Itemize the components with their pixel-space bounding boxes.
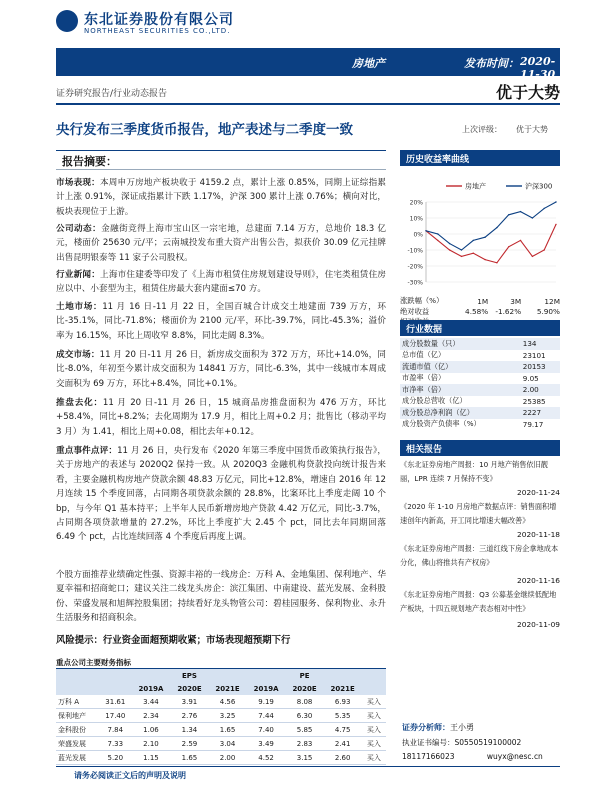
table-header-cell: 3M xyxy=(510,296,522,306)
table-cell: 2.00 xyxy=(522,385,539,395)
table-cell: 5.85 xyxy=(296,725,313,734)
related-report-link[interactable]: 《东北证券房地产周报：三道红线下房企拿地成本分化，佛山将推共有产权房》 xyxy=(400,544,559,567)
table-row xyxy=(56,737,386,751)
paragraph-lead: 重点事件点评： xyxy=(56,446,118,456)
paragraph-lead: 成交市场： xyxy=(56,350,100,360)
table-cell: 5.90% xyxy=(536,307,560,317)
table-cell: 9.19 xyxy=(258,697,274,706)
data-point xyxy=(520,240,521,241)
table-subheader-row xyxy=(56,682,386,695)
table-header-cell xyxy=(362,682,386,695)
table-header-cell: 12M xyxy=(544,296,560,306)
table-cell: 25385 xyxy=(522,396,546,406)
data-point xyxy=(461,256,462,257)
table-row xyxy=(56,695,386,709)
publish-date: 2020-11-30 xyxy=(520,55,556,81)
table-cell: 5.20 xyxy=(107,753,124,762)
industry-section-title: 行业数据 xyxy=(406,325,443,335)
data-point xyxy=(543,208,544,209)
valuation-table-caption: 重点公司主要财务指标 xyxy=(56,658,131,667)
paragraph-land xyxy=(56,300,386,343)
data-point xyxy=(532,256,533,257)
table-cell: 3.91 xyxy=(181,697,198,706)
table-cell: 5.35 xyxy=(334,711,351,720)
related-report-date: 2020-11-09 xyxy=(517,620,560,629)
table-cell: 4.75 xyxy=(334,725,351,734)
data-point xyxy=(520,211,521,212)
y-tick-label: 10% xyxy=(409,215,423,223)
table-header-cell xyxy=(324,669,362,683)
table-cell: 3.49 xyxy=(258,739,274,748)
data-point xyxy=(437,233,438,234)
table-row xyxy=(400,338,560,350)
header-banner xyxy=(56,48,560,81)
legend-label: 房地产 xyxy=(465,182,486,191)
paragraph-text: 上海市住建委等印发了《上海市租赁住房规划建设导则》，住宅类租赁住房应以中、小套型为主，租赁住房最大套内建面≤70 方。 xyxy=(56,270,386,295)
company-name-en: NORTHEAST SECURITIES CO.,LTD. xyxy=(84,27,231,35)
table-cell: 成分股总营收（亿） xyxy=(402,396,467,406)
data-point xyxy=(555,201,556,202)
company-logo-icon xyxy=(56,10,78,32)
data-point xyxy=(484,237,485,238)
header-divider xyxy=(56,103,560,105)
table-cell: 79.17 xyxy=(522,419,544,429)
related-section-header xyxy=(400,440,560,456)
report-title: 央行发布三季度货币报告，地产表述与二季度一致 xyxy=(56,122,353,138)
data-point xyxy=(437,240,438,241)
table-cell: 1.65 xyxy=(219,725,236,734)
table-header-cell: PE xyxy=(299,671,310,680)
related-report-date: 2020-11-18 xyxy=(517,530,560,539)
table-cell: 7.84 xyxy=(107,725,124,734)
table-header-cell: 2019A xyxy=(253,684,279,693)
paragraph-text: 11 月 20 日-11 月 26 日，15 城商品房推盘面积为 476 万方，环比+58.4%，同比+8.2%；去化周期为 17.9 月，相比上周+0.2 月；批售比（移动平均 3 月）为 1.41，相比上周+0.08，相比去年+0.12。 xyxy=(56,398,386,437)
table-header-cell: EPS xyxy=(181,671,197,680)
table-cell: 20153 xyxy=(522,362,546,372)
table-row xyxy=(56,751,386,765)
table-header-cell: 1M xyxy=(477,296,489,306)
data-point xyxy=(449,243,450,244)
analyst-info xyxy=(402,722,543,761)
table-cell: 31.61 xyxy=(105,697,126,706)
chart-section-header xyxy=(400,150,560,166)
analyst-email[interactable]: wuyx@nesc.cn xyxy=(486,752,543,761)
y-tick-label: -30% xyxy=(407,279,423,287)
table-header-cell xyxy=(99,682,131,695)
legend-label: 沪深300 xyxy=(525,182,553,191)
footer-disclaimer: 请务必阅读正文后的声明及说明 xyxy=(74,771,186,780)
table-cell: 7.44 xyxy=(258,711,274,720)
y-tick-label: -20% xyxy=(407,263,423,271)
table-cell: 9.05 xyxy=(522,373,539,383)
table-header-cell xyxy=(362,669,386,683)
data-point xyxy=(473,240,474,241)
paragraph-lead: 公司动态： xyxy=(56,224,102,234)
table-cell: 134 xyxy=(522,339,537,349)
paragraph-supply xyxy=(56,396,386,439)
table-header-cell: 2020E xyxy=(177,684,202,693)
related-report-date: 2020-11-24 xyxy=(517,488,560,497)
table-header-cell: 2021E xyxy=(215,684,240,693)
table-row xyxy=(56,723,386,737)
table-cell: 买入 xyxy=(366,725,381,734)
table-cell: 万科 A xyxy=(58,697,80,706)
paragraph-text: 金融街竞得上海市宝山区一宗宅地，总建面 7.14 万方，总地价 18.3 亿元，楼面价 25630 元/平；云南城投发布重大资产出售公告，拟获价 30.09 亿元挂牌出售昆明银泰等 11 家子公司股权。 xyxy=(56,224,386,263)
data-point xyxy=(496,227,497,228)
table-header-row xyxy=(400,296,560,307)
data-point xyxy=(461,249,462,250)
analyst-contact xyxy=(402,752,543,761)
table-row xyxy=(400,361,560,373)
table-cell: 23101 xyxy=(522,350,546,360)
table-cell: 买入 xyxy=(366,739,381,748)
data-point xyxy=(508,214,509,215)
table-cell: 7.40 xyxy=(258,725,274,734)
return-chart xyxy=(400,172,560,290)
table-cell: 2.34 xyxy=(143,711,159,720)
chart-section-title: 历史收益率曲线 xyxy=(406,155,470,165)
table-cell: 4.58% xyxy=(465,307,489,317)
table-cell: 保利地产 xyxy=(58,711,86,720)
table-cell: 绝对收益 xyxy=(400,306,430,316)
table-header-cell xyxy=(132,669,171,683)
table-cell: 3.04 xyxy=(219,739,236,748)
table-header-cell xyxy=(247,669,286,683)
table-row xyxy=(400,307,560,318)
table-cell: 2.83 xyxy=(296,739,313,748)
paragraph-market xyxy=(56,176,386,219)
table-cell: 蓝光发展 xyxy=(58,753,86,762)
paragraph-industry xyxy=(56,268,386,297)
valuation-table xyxy=(56,668,386,765)
table-header-cell xyxy=(56,669,99,683)
paragraph-stock-picks xyxy=(56,568,386,626)
table-cell: 17.40 xyxy=(105,711,126,720)
table-cell: 7.33 xyxy=(107,739,124,748)
data-point xyxy=(484,259,485,260)
table-row xyxy=(400,373,560,385)
table-cell: 2.59 xyxy=(181,739,198,748)
table-cell: 4.56 xyxy=(219,697,236,706)
y-tick-label: -10% xyxy=(407,247,423,255)
table-header-cell: 2021E xyxy=(330,684,355,693)
data-point xyxy=(508,246,509,247)
table-cell: 2.10 xyxy=(143,739,159,748)
data-point xyxy=(532,217,533,218)
analyst-label: 证券分析师： xyxy=(402,723,450,732)
related-report-link[interactable]: 《2020 年 1-10 月房地产数据点评：销售面积增速创年内新高，开工同比增速大幅改善》 xyxy=(400,502,557,525)
table-cell: 成分股资产负债率（%） xyxy=(402,419,481,429)
paragraph-key-event xyxy=(56,444,386,545)
table-row xyxy=(56,709,386,723)
table-header-cell: 涨跌幅（%） xyxy=(400,296,444,306)
table-row xyxy=(400,396,560,408)
table-cell: 3.15 xyxy=(296,753,313,762)
related-report-link[interactable]: 《东北证券房地产周报：Q3 公募基金继续低配地产板块，十四五规划地产表态相对中性》 xyxy=(400,590,557,613)
table-cell: 3.25 xyxy=(219,711,236,720)
table-cell: 流通市值（亿） xyxy=(402,361,453,371)
related-report-link[interactable]: 《东北证券房地产周报：10 月地产销售依旧靓丽，LPR 连续 7 月保持不变》 xyxy=(400,460,548,483)
table-header-cell: 2019A xyxy=(138,684,164,693)
table-cell: 1.65 xyxy=(181,753,198,762)
data-point xyxy=(449,249,450,250)
table-cell: 3.44 xyxy=(143,697,159,706)
table-cell: 买入 xyxy=(366,753,381,762)
table-cell: 金科股份 xyxy=(58,725,86,734)
series-line xyxy=(426,202,556,250)
table-cell: 2.76 xyxy=(181,711,198,720)
table-cell: 6.30 xyxy=(296,711,313,720)
table-cell: 市盈率（倍） xyxy=(402,373,446,383)
paragraph-lead: 行业新闻： xyxy=(56,270,101,280)
abstract-title: 报告摘要： xyxy=(62,155,117,168)
previous-rating: 优于大势 xyxy=(516,125,548,134)
y-tick-label: 20% xyxy=(409,199,423,207)
table-header-cell: 2020E xyxy=(292,684,317,693)
company-name-cn: 东北证券股份有限公司 xyxy=(84,12,234,28)
table-cell: 2.41 xyxy=(334,739,351,748)
table-header-cell xyxy=(56,682,99,695)
table-cell: 总市值（亿） xyxy=(402,350,446,360)
table-header-cell xyxy=(209,669,247,683)
paragraph-text: 11 月 20 日-11 月 26 日，新房成交面积为 372 万方，环比+14.0%，同比-8.0%，年初至今累计成交面积为 14841 万方，同比-6.3%，其中一线城市本周成交面积为 69 万方，环比+8.4%，同比+0.1%。 xyxy=(56,350,386,389)
table-cell: 8.08 xyxy=(296,697,313,706)
table-cell: 1.15 xyxy=(143,753,159,762)
related-report-date: 2020-11-16 xyxy=(517,576,560,585)
paragraph-text: 个股方面推荐业绩确定性强、资源丰裕的一线房企：万科 A、金地集团、保利地产、华夏幸福和招商蛇口；建议关注二线龙头房企：滨江集团、中南建设、蓝光发展、金科股份、荣盛发展和旭辉控股集团；持续看好龙头物管公司：碧桂园服务、保利物业、永升生活服务和招商积余。 xyxy=(56,570,386,624)
sector-label: 房地产 xyxy=(352,57,385,70)
risk-warning: 风险提示：行业资金面超预期收紧；市场表现超预期下行 xyxy=(56,635,291,646)
table-cell: 1.06 xyxy=(143,725,159,734)
data-point xyxy=(425,230,426,231)
paragraph-lead: 土地市场： xyxy=(56,302,103,312)
paragraph-company xyxy=(56,222,386,265)
industry-data-table xyxy=(400,338,560,430)
data-point xyxy=(555,224,556,225)
paragraph-transaction xyxy=(56,348,386,391)
data-point xyxy=(473,253,474,254)
rating: 优于大势 xyxy=(496,83,561,102)
analyst-name: 王小勇 xyxy=(450,723,474,732)
table-cell: 2.00 xyxy=(219,753,236,762)
paragraph-text: 11 月 26 日，央行发布《2020 年第三季度中国货币政策执行报告》，关于房地产的表述与 2020Q2 保持一致。从 2020Q3 金融机构贷款投向统计报告来看，主要金融机构房地产贷款余额 48.83 万亿元，同比+12.8%，增速自 2016 年 12 月连续 15 个季度回落，占同期各项贷款余额的 28.8%，比案环比上季度走阔 10 个 bp，与今年 Q1 基本持平；上半年人民币新增房地产贷款 4.42 万亿元，同比-3.7%，占同期各项贷款增量的 27.2%，环比上季度扩大 2.45 个 pct，同比去年同期回落 6.49 个 pct，占比连续回落 4 个季度后再度上调。 xyxy=(56,446,386,543)
table-header-cell xyxy=(99,669,131,683)
table-cell: 4.52 xyxy=(258,753,274,762)
data-point xyxy=(496,262,497,263)
analyst-phone: 18117166023 xyxy=(402,752,455,761)
publish-date-label: 发布时间： xyxy=(464,57,519,70)
table-cell: -1.62% xyxy=(495,307,522,317)
table-cell: 成分股总净利润（亿） xyxy=(402,407,474,417)
table-cell: 6.93 xyxy=(334,697,351,706)
table-cell: 买入 xyxy=(366,711,381,720)
related-section-title: 相关报告 xyxy=(406,445,443,455)
paragraph-text: 本周申万房地产板块收于 4159.2 点，累计上涨 0.85%，同期上证综指累计上涨 0.91%，深证成指累计下跌 1.17%，沪深 300 累计上涨 0.76%；横向对比，板块表现位于上游。 xyxy=(56,178,386,217)
table-row xyxy=(400,407,560,419)
table-cell: 成分股数量（只） xyxy=(402,338,460,348)
table-cell: 买入 xyxy=(366,697,381,706)
table-cell: 2.60 xyxy=(334,753,351,762)
report-type: 证券研究报告/行业动态报告 xyxy=(56,89,168,99)
industry-section-header xyxy=(400,320,560,336)
table-row xyxy=(400,350,560,362)
series-line xyxy=(426,224,556,262)
analyst-license: 执业证书编号：S0550519100002 xyxy=(402,738,522,747)
paragraph-lead: 市场表现： xyxy=(56,178,100,188)
y-tick-label: 0% xyxy=(413,231,423,239)
data-point xyxy=(543,249,544,250)
table-row xyxy=(400,419,560,431)
table-header-row xyxy=(56,669,386,683)
table-cell: 1.34 xyxy=(181,725,198,734)
table-cell: 荣盛发展 xyxy=(58,739,86,748)
paragraph-lead: 推盘去化： xyxy=(56,398,103,408)
table-cell: 2227 xyxy=(522,408,542,418)
paragraph-text: 11 月 16 日-11 月 22 日，全国百城合计成交土地建面 739 万方，环比-35.1%，同比-71.8%；楼面价为 2100 元/平，环比-39.7%，同比-45.3%；溢价率为 16.15%，环比上周收窄 8.8%，同比走阔 8.3%。 xyxy=(56,302,386,341)
table-row xyxy=(400,384,560,396)
table-cell: 市净率（倍） xyxy=(402,384,446,394)
previous-rating-label: 上次评级： xyxy=(462,125,502,134)
